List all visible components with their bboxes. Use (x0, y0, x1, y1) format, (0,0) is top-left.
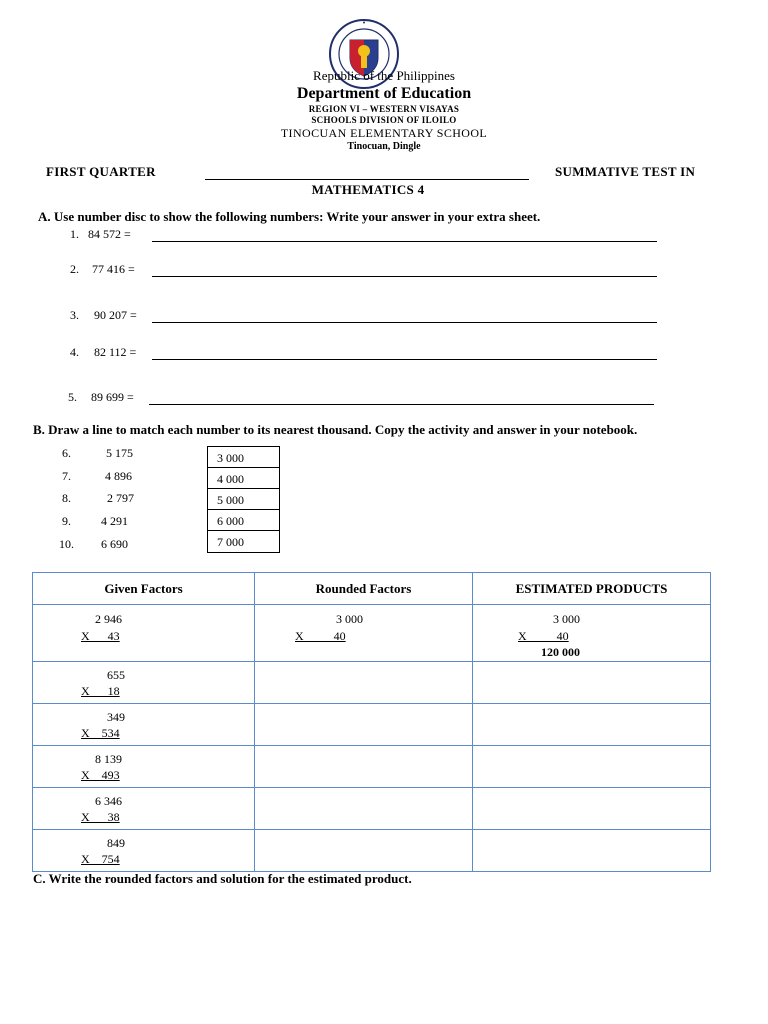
match-item-6-value: 5 175 (106, 446, 133, 460)
estimated-product-cell[interactable] (473, 746, 711, 788)
item-3-text: 90 207 = (94, 308, 137, 322)
choice-7000[interactable]: 7 000 (217, 535, 244, 549)
example-rounded-top: 3 000 (336, 612, 363, 626)
thousand-choices-box (207, 446, 280, 553)
subject-title: MATHEMATICS 4 (311, 182, 425, 197)
choice-4000[interactable]: 4 000 (208, 468, 279, 489)
match-item-6-number: 6. (62, 446, 71, 460)
table-header-row (33, 573, 711, 605)
factor-bottom: X 754 (81, 852, 120, 866)
school-name: TINOCUAN ELEMENTARY SCHOOL (280, 126, 488, 140)
given-factors-cell (33, 788, 255, 830)
rounded-factors-cell[interactable] (255, 746, 473, 788)
table-row (33, 830, 711, 872)
item-1-number: 1. (70, 227, 79, 241)
estimated-product-cell[interactable] (473, 788, 711, 830)
school-location: Tinocuan, Dingle (347, 141, 421, 152)
factor-top: 349 (107, 710, 125, 724)
item-4-number: 4. (70, 345, 79, 359)
rounded-factors-cell[interactable] (255, 704, 473, 746)
item-5-answer-line[interactable] (149, 392, 654, 405)
match-item-9-number: 9. (62, 514, 71, 528)
estimated-product-cell[interactable] (473, 830, 711, 872)
item-5-number: 5. (68, 390, 77, 404)
match-item-8-number: 8. (62, 491, 71, 505)
quarter-label: FIRST QUARTER (46, 164, 156, 179)
estimated-product-cell[interactable] (473, 662, 711, 704)
example-rounded-bottom: X 40 (295, 629, 346, 643)
item-5-text: 89 699 = (91, 390, 134, 404)
estimated-product-cell[interactable] (473, 704, 711, 746)
factor-bottom: X 534 (81, 726, 120, 740)
rounded-factors-cell[interactable] (255, 788, 473, 830)
given-factors-cell (33, 704, 255, 746)
choice-3000[interactable]: 3 000 (208, 447, 279, 468)
header-estimated-products: ESTIMATED PRODUCTS (473, 573, 711, 605)
example-given-cell (33, 605, 255, 662)
factor-bottom: X 18 (81, 684, 120, 698)
table-row (33, 746, 711, 788)
item-1-answer-line[interactable] (152, 229, 657, 242)
example-estimated-product: 120 000 (541, 645, 580, 659)
table-row-example (33, 605, 711, 662)
division-line: SCHOOLS DIVISION OF ILOILO (311, 115, 457, 125)
factor-top: 8 139 (95, 752, 122, 766)
example-given-top: 2 946 (95, 612, 122, 626)
example-given-bottom: X 43 (81, 629, 120, 643)
match-item-10-number: 10. (59, 537, 74, 551)
match-item-7-number: 7. (62, 469, 71, 483)
rounded-factors-cell[interactable] (255, 662, 473, 704)
factor-top: 655 (107, 668, 125, 682)
item-4-answer-line[interactable] (152, 347, 657, 360)
test-label: SUMMATIVE TEST IN (555, 164, 696, 179)
item-2-number: 2. (70, 262, 79, 276)
republic-line: Republic of the Philippines (313, 68, 455, 83)
choice-6000[interactable]: 6 000 (208, 510, 279, 531)
item-1-text: 84 572 = (88, 227, 131, 241)
header-rounded-factors: Rounded Factors (255, 573, 473, 605)
section-a-instruction: A. Use number disc to show the following numbers: Write your answer in your extra sheet. (38, 209, 541, 224)
given-factors-cell (33, 830, 255, 872)
example-estimated-top: 3 000 (553, 612, 580, 626)
section-c-instruction: C. Write the rounded factors and solution for the estimated product. (33, 871, 412, 886)
header-given-factors: Given Factors (33, 573, 255, 605)
match-item-9-value: 4 291 (101, 514, 128, 528)
example-estimated-cell (473, 605, 711, 662)
item-4-text: 82 112 = (94, 345, 137, 359)
title-underline (205, 179, 529, 180)
item-2-text: 77 416 = (92, 262, 135, 276)
rounded-factors-cell[interactable] (255, 830, 473, 872)
choice-5000[interactable]: 5 000 (208, 489, 279, 510)
department-title: Department of Education (296, 85, 472, 102)
estimation-table (32, 572, 711, 872)
region-line: REGION VI – WESTERN VISAYAS (308, 104, 460, 114)
factor-bottom: X 493 (81, 768, 120, 782)
given-factors-cell (33, 746, 255, 788)
item-3-answer-line[interactable] (152, 310, 657, 323)
match-item-8-value: 2 797 (107, 491, 134, 505)
match-item-7-value: 4 896 (105, 469, 132, 483)
table-row (33, 662, 711, 704)
given-factors-cell (33, 662, 255, 704)
table-row (33, 788, 711, 830)
table-row (33, 704, 711, 746)
item-2-answer-line[interactable] (152, 264, 657, 277)
match-item-10-value: 6 690 (101, 537, 128, 551)
factor-top: 6 346 (95, 794, 122, 808)
item-3-number: 3. (70, 308, 79, 322)
factor-top: 849 (107, 836, 125, 850)
example-estimated-bottom: X 40 (518, 629, 569, 643)
factor-bottom: X 38 (81, 810, 120, 824)
section-b-instruction: B. Draw a line to match each number to its nearest thousand. Copy the activity and answer in your notebook. (33, 422, 638, 437)
example-rounded-cell (255, 605, 473, 662)
